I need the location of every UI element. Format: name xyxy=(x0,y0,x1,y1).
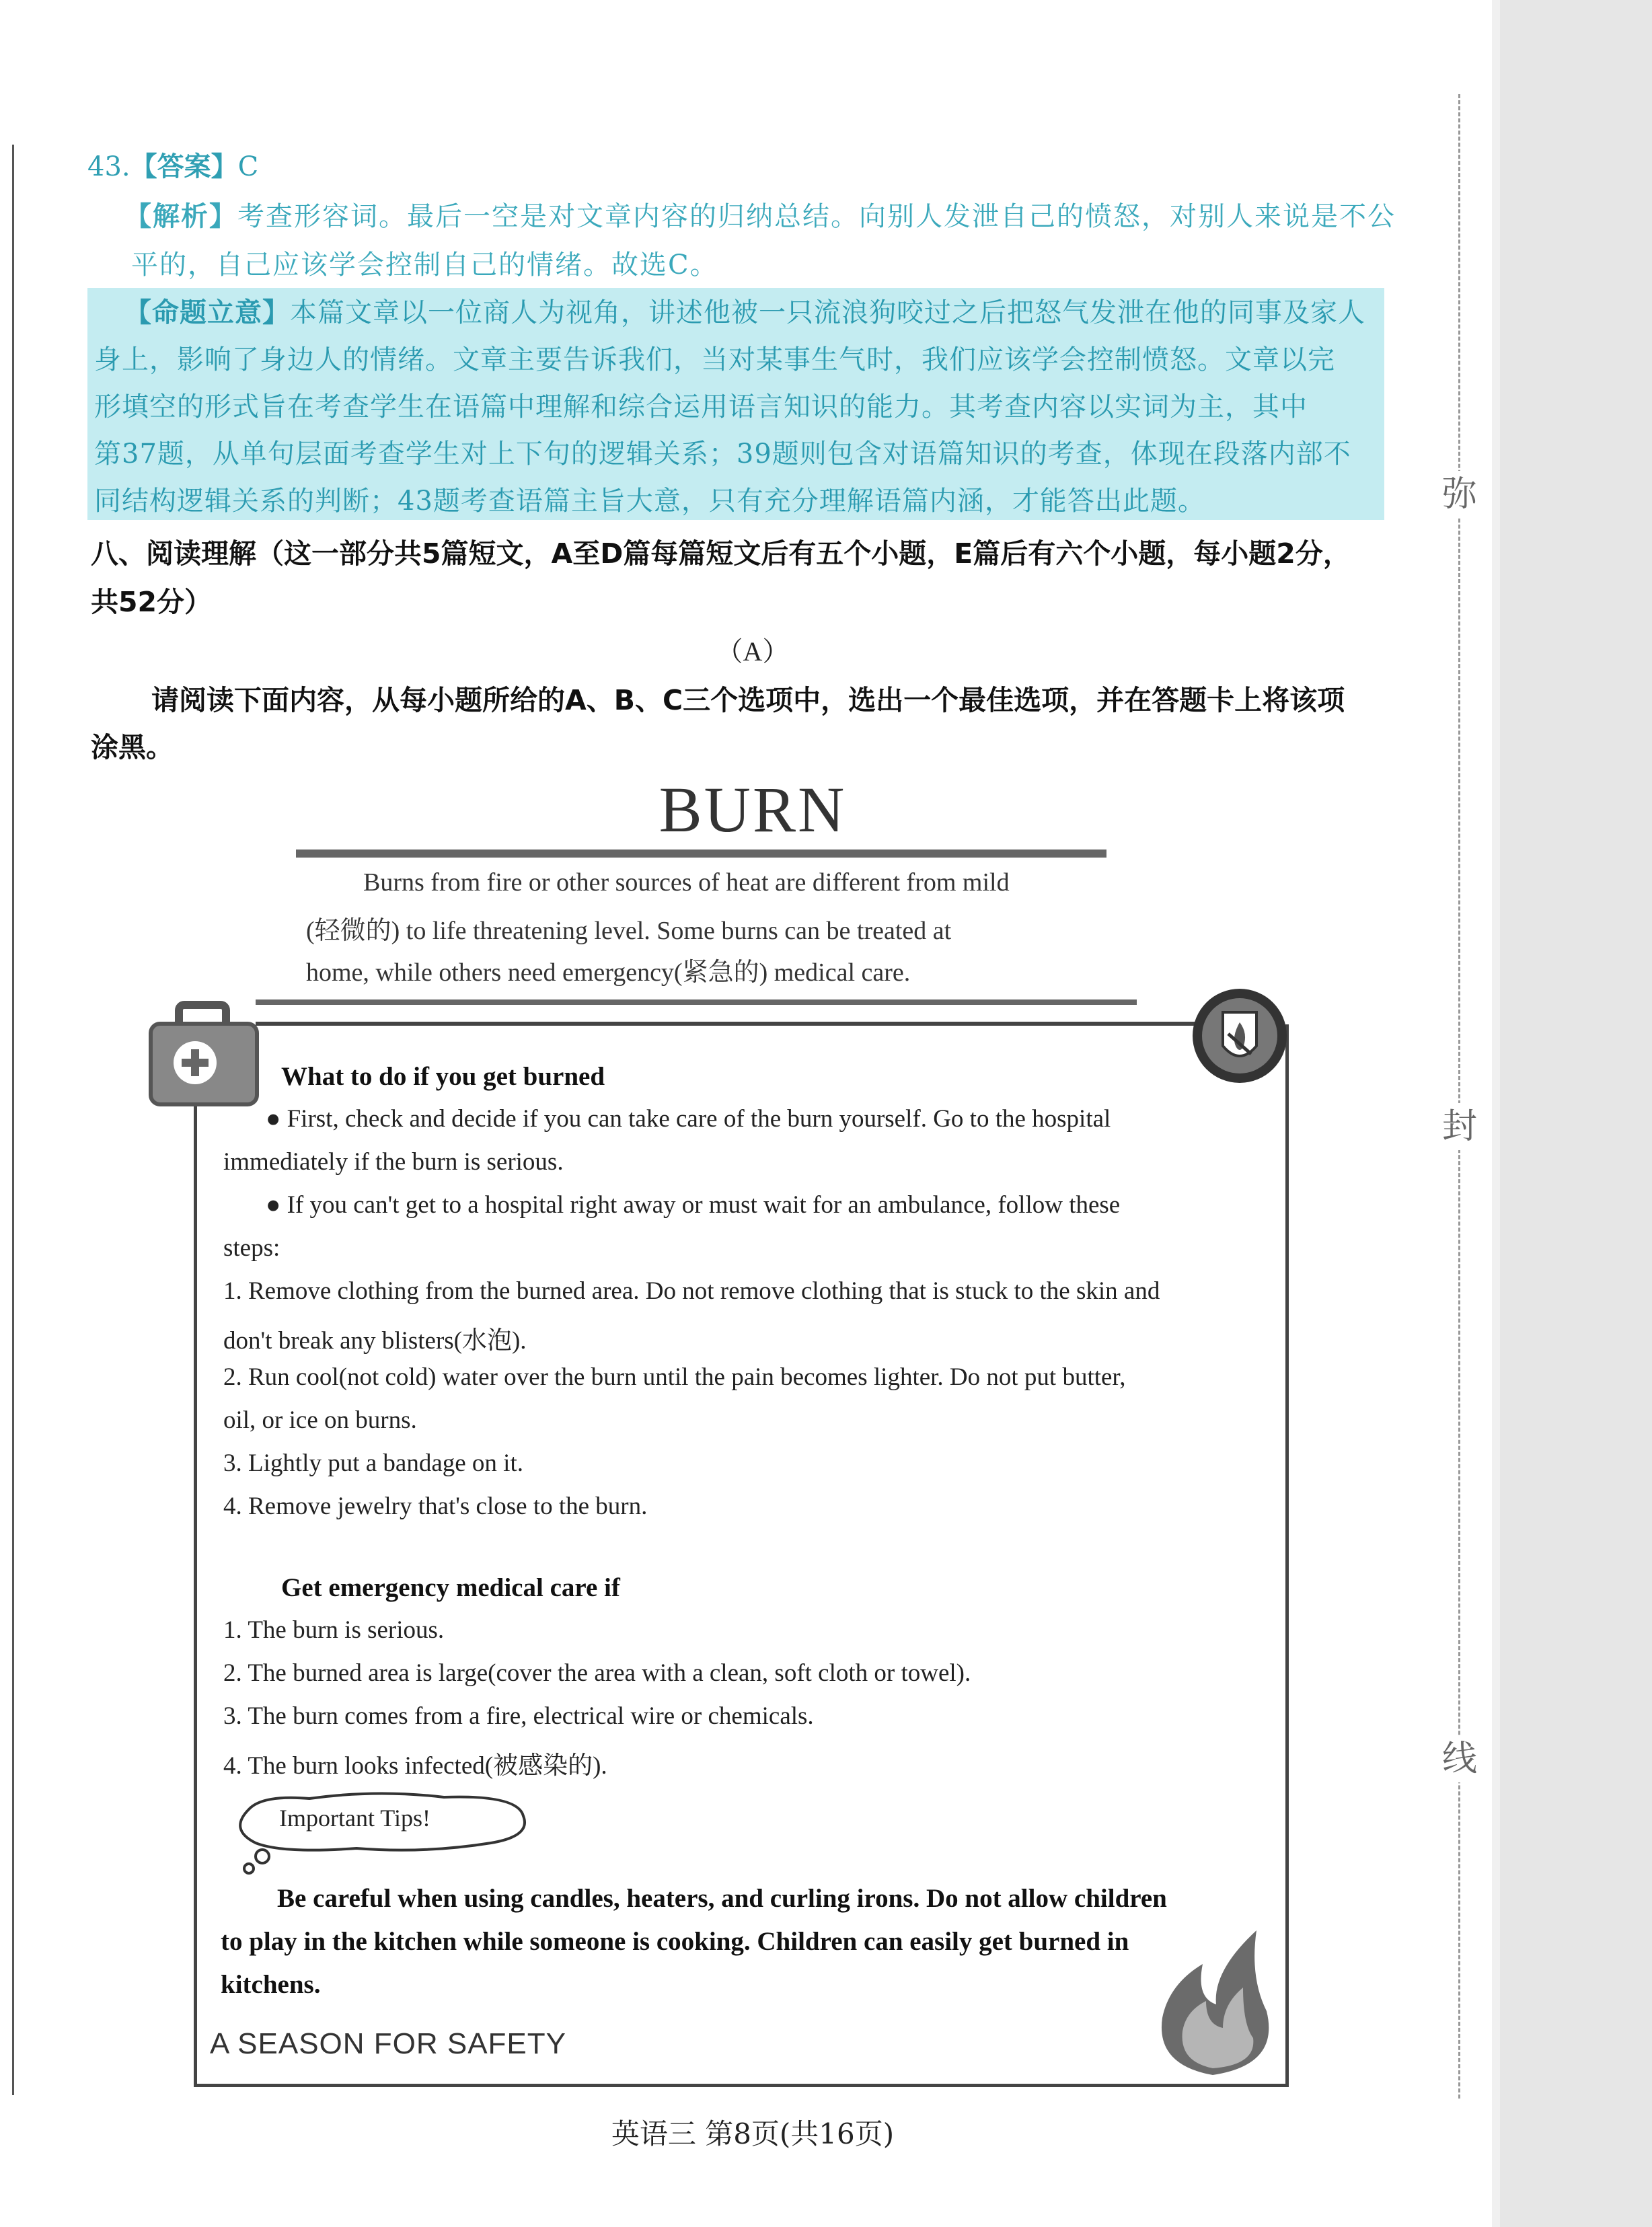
intent-line-5: 同结构逻辑关系的判断；43题考查语篇主旨大意，只有充分理解语篇内涵，才能答出此题。 xyxy=(94,486,1205,517)
step-line-6: don't break any blisters(水泡). xyxy=(223,1327,527,1355)
binding-char-middle: 封 xyxy=(1439,1103,1480,1150)
step-line-3: ● If you can't get to a hospital right away or must wait for an ambulance, follow these xyxy=(266,1191,1121,1219)
analysis-line-1: 【解析】考查形容词。最后一空是对文章内容的归纳总结。向别人发泄自己的愤怒，对别人来说是不公 xyxy=(124,200,1396,232)
section-heading-line-2: 共52分） xyxy=(91,586,213,618)
analysis-line-2: 平的，自己应该学会控制自己的情绪。故选C。 xyxy=(131,250,718,280)
emergency-heading: Get emergency medical care if xyxy=(281,1573,620,1602)
tips-line-2: to play in the kitchen while someone is cooking. Children can easily get burned in xyxy=(221,1927,1129,1956)
intro-separator xyxy=(256,999,1137,1005)
tips-label: Important Tips! xyxy=(279,1805,431,1832)
step-line-5: 1. Remove clothing from the burned area. Do not remove clothing that is stuck to the skin and xyxy=(223,1277,1160,1305)
part-label: （A） xyxy=(716,636,790,667)
instruction-line-1: 请阅读下面内容，从每小题所给的A、B、C三个选项中，选出一个最佳选项，并在答题卡上将该项 xyxy=(151,684,1345,716)
step-line-8: oil, or ice on burns. xyxy=(223,1406,417,1434)
answer-value: C xyxy=(237,151,259,182)
emergency-line-1: 1. The burn is serious. xyxy=(223,1616,445,1644)
intent-line-2: 身上，影响了身边人的情绪。文章主要告诉我们，当对某事生气时，我们应该学会控制愤怒。文章以完 xyxy=(94,344,1335,375)
brand-label: A SEASON FOR SAFETY xyxy=(210,2027,567,2060)
left-margin-rule xyxy=(12,145,14,2095)
section-heading-line-1: 八、阅读理解（这一部分共5篇短文，A至D篇每篇短文后有五个小题，E篇后有六个小题，每小题2分， xyxy=(91,537,1351,570)
step-line-9: 3. Lightly put a bandage on it. xyxy=(223,1449,523,1477)
intro-line-2: (轻微的) to life threatening level. Some burns can be treated at xyxy=(306,917,952,945)
intent-line-3: 形填空的形式旨在考查学生在语篇中理解和综合运用语言知识的能力。其考查内容以实词为主，其中 xyxy=(94,391,1308,422)
title-underline xyxy=(296,850,1106,858)
intent-label: 【命题立意】 xyxy=(124,297,290,328)
question-number: 43. xyxy=(87,151,130,182)
answer-label: 【答案】 xyxy=(130,151,238,182)
step-line-10: 4. Remove jewelry that's close to the burn. xyxy=(223,1493,648,1520)
emergency-line-4: 4. The burn looks infected(被感染的). xyxy=(223,1752,607,1780)
intent-line-1: 【命题立意】本篇文章以一位商人为视角，讲述他被一只流浪狗咬过之后把怒气发泄在他的同事及家人 xyxy=(124,297,1365,328)
intro-line-1: Burns from fire or other sources of heat are different from mild xyxy=(363,868,1010,897)
emergency-line-3: 3. The burn comes from a fire, electrical wire or chemicals. xyxy=(223,1702,814,1730)
step-line-1: ● First, check and decide if you can take care of the burn yourself. Go to the hospital xyxy=(266,1105,1111,1133)
tips-bubble xyxy=(222,1789,538,1879)
intent-line-4: 第37题，从单句层面考查学生对上下句的逻辑关系；39题则包含对语篇知识的考查，体现在段落内部不 xyxy=(94,439,1351,469)
first-aid-kit-icon xyxy=(147,1001,261,1111)
answer-header xyxy=(87,145,258,184)
tips-line-3: kitchens. xyxy=(221,1970,321,1999)
step-line-7: 2. Run cool(not cold) water over the burn until the pain becomes lighter. Do not put butter, xyxy=(223,1363,1126,1391)
step-line-4: steps: xyxy=(223,1234,280,1262)
burn-title: BURN xyxy=(659,773,847,845)
page-footer: 英语三 第8页(共16页) xyxy=(611,2117,895,2150)
binding-dashed-line xyxy=(1458,94,1460,2099)
step-line-2: immediately if the burn is serious. xyxy=(223,1148,564,1176)
intro-line-3: home, while others need emergency(紧急的) medical care. xyxy=(306,958,911,987)
binding-char-bottom: 线 xyxy=(1439,1735,1480,1782)
flame-icon xyxy=(1149,1924,1277,2081)
fire-shield-icon xyxy=(1189,985,1290,1089)
instruction-line-2: 涂黑。 xyxy=(91,731,174,763)
what-to-do-heading: What to do if you get burned xyxy=(281,1062,605,1091)
binding-char-top: 弥 xyxy=(1439,471,1480,518)
emergency-line-2: 2. The burned area is large(cover the area with a clean, soft cloth or towel). xyxy=(223,1659,971,1687)
tips-line-1: Be careful when using candles, heaters, and curling irons. Do not allow children xyxy=(277,1884,1167,1913)
binding-margin xyxy=(1500,0,1652,2227)
analysis-label: 【解析】 xyxy=(124,200,237,232)
